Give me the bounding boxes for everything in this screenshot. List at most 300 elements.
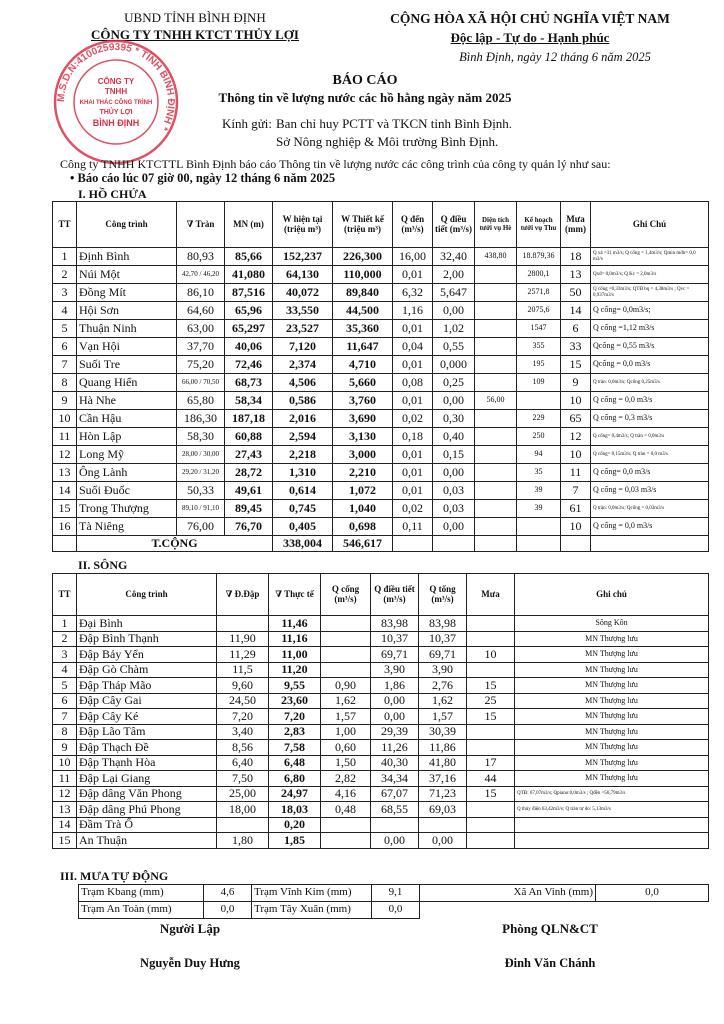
autumn-irrigation-plan: 250 bbox=[517, 428, 561, 446]
inflow: 6,32 bbox=[393, 284, 433, 302]
reservoir-row bbox=[53, 500, 709, 518]
spillway-level: 37,70 bbox=[177, 338, 225, 356]
spillway-level: 58,30 bbox=[177, 428, 225, 446]
regulated-flow: 0,25 bbox=[433, 374, 475, 392]
col-header: TT bbox=[53, 574, 77, 616]
reservoir-row bbox=[53, 356, 709, 374]
total-flow: 37,16 bbox=[419, 771, 467, 787]
col-header: ∇ Đ.Đập bbox=[217, 574, 269, 616]
summer-irrigation-area bbox=[475, 338, 517, 356]
regulated-flow: 0,00 bbox=[433, 518, 475, 536]
current-volume: 2,374 bbox=[273, 356, 333, 374]
dam-name: Đập dâng Văn Phong bbox=[77, 786, 217, 802]
autumn-irrigation-plan: 94 bbox=[517, 446, 561, 464]
signer-right-name: Đinh Văn Chánh bbox=[504, 956, 596, 970]
autumn-irrigation-plan bbox=[517, 518, 561, 536]
row-index: 14 bbox=[53, 482, 77, 500]
regulated-flow: 32,40 bbox=[433, 248, 475, 266]
river-row bbox=[53, 631, 709, 647]
row-index: 12 bbox=[53, 446, 77, 464]
reservoir-row bbox=[53, 428, 709, 446]
dam-name: An Thuận bbox=[77, 833, 217, 849]
row-index: 9 bbox=[53, 740, 77, 756]
actual-level: 2,83 bbox=[269, 724, 321, 740]
autumn-irrigation-plan: 35 bbox=[517, 464, 561, 482]
actual-level: 1,85 bbox=[269, 833, 321, 849]
note: Q cống= 0,0 m3/s bbox=[591, 464, 709, 482]
autumn-irrigation-plan: 2800,1 bbox=[517, 266, 561, 284]
note: Qxđ= 0,0m3/s; Q Kc = 2,0m3/s bbox=[591, 266, 709, 284]
actual-level: 7,58 bbox=[269, 740, 321, 756]
note: Q cống = 0,0 m3/s bbox=[591, 392, 709, 410]
rainfall: 11 bbox=[561, 464, 591, 482]
rainfall bbox=[467, 616, 515, 632]
rain-table bbox=[78, 884, 709, 919]
note: MN Thượng lưu bbox=[515, 631, 709, 647]
dam-crest-level: 6,40 bbox=[217, 755, 269, 771]
dam-name: Đầm Trà Ổ bbox=[77, 817, 217, 833]
autumn-irrigation-plan: 229 bbox=[517, 410, 561, 428]
note: Q cống= 0,15m3/s; Q tràn = 0,0 m3/s bbox=[591, 446, 709, 464]
total-flow: 71,23 bbox=[419, 786, 467, 802]
current-volume: 2,016 bbox=[273, 410, 333, 428]
note: QTĐ: 67,07m3/s; Qpiano:0,0m3/s ; Qđền =56,79m3/s bbox=[515, 786, 709, 802]
summer-irrigation-area bbox=[475, 374, 517, 392]
regulated-flow: 0,03 bbox=[433, 482, 475, 500]
note: Q cống= 0,4m3/s; Q tràn = 0,0m3/s bbox=[591, 428, 709, 446]
sluice-flow bbox=[321, 647, 371, 663]
river-row bbox=[53, 802, 709, 818]
rainfall: 15 bbox=[467, 678, 515, 694]
dam-crest-level: 11,5 bbox=[217, 662, 269, 678]
water-level: 187,18 bbox=[225, 410, 273, 428]
total-flow: 69,71 bbox=[419, 647, 467, 663]
rainfall: 50 bbox=[561, 284, 591, 302]
row-index: 3 bbox=[53, 284, 77, 302]
org-name: CÔNG TY TNHH KTCT THỦY LỢI bbox=[91, 27, 299, 42]
actual-level: 0,20 bbox=[269, 817, 321, 833]
autumn-irrigation-plan bbox=[517, 392, 561, 410]
spillway-level: 66,00 / 70,50 bbox=[177, 374, 225, 392]
actual-level: 11,16 bbox=[269, 631, 321, 647]
rainfall bbox=[467, 631, 515, 647]
row-index: 5 bbox=[53, 678, 77, 694]
dam-name: Đập Thạnh Hòa bbox=[77, 755, 217, 771]
note: Q cống = 0,0 m3/s bbox=[591, 518, 709, 536]
river-row bbox=[53, 678, 709, 694]
river-row bbox=[53, 724, 709, 740]
rainfall bbox=[467, 662, 515, 678]
inflow: 0,01 bbox=[393, 482, 433, 500]
dam-name: Đập Lão Tâm bbox=[77, 724, 217, 740]
autumn-irrigation-plan: 195 bbox=[517, 356, 561, 374]
summer-irrigation-area bbox=[475, 518, 517, 536]
recipient-label: Kính gửi: bbox=[222, 116, 273, 131]
empty-cell bbox=[561, 536, 591, 552]
dam-crest-level: 1,80 bbox=[217, 833, 269, 849]
col-header: Q điều tiết (m³/s) bbox=[433, 202, 475, 248]
row-index: 11 bbox=[53, 428, 77, 446]
reservoir-name: Quang Hiển bbox=[77, 374, 177, 392]
note: MN Thượng lưu bbox=[515, 771, 709, 787]
dam-name: Đập Lại Giang bbox=[77, 771, 217, 787]
spillway-level: 50,33 bbox=[177, 482, 225, 500]
row-index: 12 bbox=[53, 786, 77, 802]
summer-irrigation-area bbox=[475, 284, 517, 302]
inflow: 0,01 bbox=[393, 266, 433, 284]
col-header: Q điều tiết (m³/s) bbox=[371, 574, 419, 616]
dam-crest-level bbox=[217, 616, 269, 632]
dam-crest-level: 7,20 bbox=[217, 709, 269, 725]
signer-left-name: Nguyễn Duy Hưng bbox=[140, 956, 240, 970]
row-index: 6 bbox=[53, 338, 77, 356]
seal-outer-text: M.S.D.N:4100259395 * TỈNH BÌNH ĐỊNH * bbox=[55, 41, 177, 133]
summer-irrigation-area: 438,80 bbox=[475, 248, 517, 266]
dam-name: Đập Bình Thạnh bbox=[77, 631, 217, 647]
reservoir-table bbox=[52, 201, 709, 552]
col-header: Mưa (mm) bbox=[561, 202, 591, 248]
water-level: 72,46 bbox=[225, 356, 273, 374]
river-row bbox=[53, 709, 709, 725]
dam-name: Đập Tháp Mão bbox=[77, 678, 217, 694]
row-index: 15 bbox=[53, 833, 77, 849]
row-index: 14 bbox=[53, 817, 77, 833]
design-volume: 3,000 bbox=[333, 446, 393, 464]
rainfall: 44 bbox=[467, 771, 515, 787]
rain-value: 0,0 bbox=[596, 885, 709, 902]
design-volume: 89,840 bbox=[333, 284, 393, 302]
total-flow bbox=[419, 817, 467, 833]
current-volume: 2,218 bbox=[273, 446, 333, 464]
total-current-volume: 338,004 bbox=[273, 536, 333, 552]
rainfall: 10 bbox=[561, 518, 591, 536]
reservoir-row bbox=[53, 266, 709, 284]
recipient-2: Sở Nông nghiệp & Môi trường Bình Định. bbox=[276, 134, 499, 149]
empty-cell bbox=[393, 536, 433, 552]
summer-irrigation-area bbox=[475, 464, 517, 482]
river-row bbox=[53, 647, 709, 663]
col-header: MN (m) bbox=[225, 202, 273, 248]
spillway-level: 86,10 bbox=[177, 284, 225, 302]
reservoir-name: Hội Sơn bbox=[77, 302, 177, 320]
reservoir-row bbox=[53, 320, 709, 338]
reservoir-name: Thuận Ninh bbox=[77, 320, 177, 338]
rainfall: 33 bbox=[561, 338, 591, 356]
rain-row bbox=[79, 902, 709, 919]
rainfall bbox=[467, 740, 515, 756]
regulated-flow: 0,000 bbox=[433, 356, 475, 374]
total-flow: 10,37 bbox=[419, 631, 467, 647]
reservoir-row bbox=[53, 518, 709, 536]
note: Q cống= 0,0m3/s; bbox=[591, 302, 709, 320]
date-line: Bình Định, ngày 12 tháng 6 năm 2025 bbox=[459, 50, 651, 64]
actual-level: 9,55 bbox=[269, 678, 321, 694]
reservoir-row bbox=[53, 302, 709, 320]
regulated-flow: 5,647 bbox=[433, 284, 475, 302]
dam-crest-level: 11,29 bbox=[217, 647, 269, 663]
total-flow: 3,90 bbox=[419, 662, 467, 678]
reservoir-row bbox=[53, 248, 709, 266]
rain-station-label: Trạm An Toàn (mm) bbox=[79, 902, 204, 919]
regulated-flow: 3,90 bbox=[371, 662, 419, 678]
row-index: 8 bbox=[53, 724, 77, 740]
col-header: TT bbox=[53, 202, 77, 248]
actual-level: 11,20 bbox=[269, 662, 321, 678]
rainfall: 12 bbox=[561, 428, 591, 446]
spillway-level: 28,00 / 30,00 bbox=[177, 446, 225, 464]
summer-irrigation-area bbox=[475, 356, 517, 374]
rain-station-label: Trạm Tây Xuân (mm) bbox=[252, 902, 372, 919]
rainfall: 15 bbox=[467, 786, 515, 802]
sluice-flow bbox=[321, 817, 371, 833]
design-volume: 1,040 bbox=[333, 500, 393, 518]
current-volume: 0,405 bbox=[273, 518, 333, 536]
rainfall: 15 bbox=[467, 709, 515, 725]
reservoir-name: Đồng Mít bbox=[77, 284, 177, 302]
row-index: 7 bbox=[53, 709, 77, 725]
current-volume: 0,586 bbox=[273, 392, 333, 410]
section2-title: II. SÔNG bbox=[78, 558, 128, 572]
summer-irrigation-area: 56,00 bbox=[475, 392, 517, 410]
summer-irrigation-area bbox=[475, 446, 517, 464]
total-flow: 11,86 bbox=[419, 740, 467, 756]
actual-level: 24,97 bbox=[269, 786, 321, 802]
regulated-flow: 0,15 bbox=[433, 446, 475, 464]
rainfall: 15 bbox=[561, 356, 591, 374]
autumn-irrigation-plan: 2571,8 bbox=[517, 284, 561, 302]
current-volume: 2,594 bbox=[273, 428, 333, 446]
design-volume: 4,710 bbox=[333, 356, 393, 374]
total-flow: 0,00 bbox=[419, 833, 467, 849]
row-index: 9 bbox=[53, 392, 77, 410]
col-header: ∇ Thực tế bbox=[269, 574, 321, 616]
regulated-flow: 0,00 bbox=[433, 302, 475, 320]
rainfall: 10 bbox=[561, 446, 591, 464]
note: MN Thượng lưu bbox=[515, 678, 709, 694]
reservoir-row bbox=[53, 446, 709, 464]
actual-level: 18,03 bbox=[269, 802, 321, 818]
spillway-level: 64,60 bbox=[177, 302, 225, 320]
current-volume: 7,120 bbox=[273, 338, 333, 356]
reservoir-name: Tà Niêng bbox=[77, 518, 177, 536]
row-index: 3 bbox=[53, 647, 77, 663]
note: Q cống =1,12 m3/s bbox=[591, 320, 709, 338]
sluice-flow: 1,50 bbox=[321, 755, 371, 771]
total-flow: 2,76 bbox=[419, 678, 467, 694]
autumn-irrigation-plan: 355 bbox=[517, 338, 561, 356]
regulated-flow bbox=[371, 817, 419, 833]
inflow: 0,04 bbox=[393, 338, 433, 356]
motto: Độc lập - Tự do - Hạnh phúc bbox=[450, 30, 610, 45]
total-row bbox=[53, 536, 709, 552]
reservoir-row bbox=[53, 338, 709, 356]
rain-row bbox=[79, 885, 709, 902]
note: MN Thượng lưu bbox=[515, 693, 709, 709]
sluice-flow: 0,60 bbox=[321, 740, 371, 756]
design-volume: 5,660 bbox=[333, 374, 393, 392]
current-volume: 64,130 bbox=[273, 266, 333, 284]
note: Qcống = 0,55 m3/s bbox=[591, 338, 709, 356]
current-volume: 1,310 bbox=[273, 464, 333, 482]
autumn-irrigation-plan: 109 bbox=[517, 374, 561, 392]
dam-crest-level: 7,50 bbox=[217, 771, 269, 787]
row-index: 8 bbox=[53, 374, 77, 392]
dam-name: Đại Bình bbox=[77, 616, 217, 632]
inflow: 1,16 bbox=[393, 302, 433, 320]
regulated-flow: 40,30 bbox=[371, 755, 419, 771]
rain-station-label bbox=[420, 902, 596, 919]
river-header-row bbox=[53, 574, 709, 616]
col-header: W hiện tại (triệu m³) bbox=[273, 202, 333, 248]
regulated-flow: 68,55 bbox=[371, 802, 419, 818]
reservoir-name: Trong Thượng bbox=[77, 500, 177, 518]
actual-level: 11,00 bbox=[269, 647, 321, 663]
rain-station-label: Trạm Kbang (mm) bbox=[79, 885, 204, 902]
empty-cell bbox=[475, 536, 517, 552]
rainfall bbox=[467, 724, 515, 740]
col-header: Kế hoạch tưới vụ Thu bbox=[517, 202, 561, 248]
dam-crest-level: 18,00 bbox=[217, 802, 269, 818]
current-volume: 40,072 bbox=[273, 284, 333, 302]
col-header: Mưa bbox=[467, 574, 515, 616]
note bbox=[515, 833, 709, 849]
regulated-flow: 0,00 bbox=[433, 464, 475, 482]
rain-value bbox=[596, 902, 709, 919]
col-header: Q đến (m³/s) bbox=[393, 202, 433, 248]
reservoir-name: Vạn Hội bbox=[77, 338, 177, 356]
reservoir-row bbox=[53, 374, 709, 392]
autumn-irrigation-plan: 1547 bbox=[517, 320, 561, 338]
seal-line-5: BÌNH ĐỊNH bbox=[92, 118, 140, 128]
note: MN Thượng lưu bbox=[515, 662, 709, 678]
reservoir-name: Long Mỹ bbox=[77, 446, 177, 464]
note bbox=[515, 817, 709, 833]
current-volume: 0,745 bbox=[273, 500, 333, 518]
reservoir-row bbox=[53, 284, 709, 302]
note: Q tràn: 0,0m3/s; Qcống = 0,03m3/s bbox=[591, 500, 709, 518]
reservoir-row bbox=[53, 482, 709, 500]
row-index: 1 bbox=[53, 616, 77, 632]
rainfall: 65 bbox=[561, 410, 591, 428]
dam-crest-level bbox=[217, 817, 269, 833]
summer-irrigation-area bbox=[475, 428, 517, 446]
empty-cell bbox=[591, 536, 709, 552]
actual-level: 6,48 bbox=[269, 755, 321, 771]
water-level: 60,88 bbox=[225, 428, 273, 446]
current-volume: 4,506 bbox=[273, 374, 333, 392]
river-row bbox=[53, 616, 709, 632]
regulated-flow: 34,34 bbox=[371, 771, 419, 787]
rainfall bbox=[467, 833, 515, 849]
water-level: 41,080 bbox=[225, 266, 273, 284]
design-volume: 11,647 bbox=[333, 338, 393, 356]
sluice-flow: 1,00 bbox=[321, 724, 371, 740]
seal-line-1: CÔNG TY bbox=[97, 77, 135, 86]
design-volume: 3,690 bbox=[333, 410, 393, 428]
current-volume: 23,527 bbox=[273, 320, 333, 338]
design-volume: 226,300 bbox=[333, 248, 393, 266]
autumn-irrigation-plan: 2075,6 bbox=[517, 302, 561, 320]
rain-station-label: Trạm Vĩnh Kim (mm) bbox=[252, 885, 372, 902]
regulated-flow: 29,39 bbox=[371, 724, 419, 740]
row-index: 10 bbox=[53, 410, 77, 428]
company-seal bbox=[52, 38, 180, 166]
seal-line-2: TNHH bbox=[104, 87, 128, 96]
total-flow: 30,39 bbox=[419, 724, 467, 740]
regulated-flow: 0,00 bbox=[371, 693, 419, 709]
row-index: 16 bbox=[53, 518, 77, 536]
org-parent: UBND TỈNH BÌNH ĐỊNH bbox=[124, 10, 266, 25]
signer-right-title: Phòng QLN&CT bbox=[502, 921, 598, 936]
water-level: 65,96 bbox=[225, 302, 273, 320]
dam-crest-level: 3,40 bbox=[217, 724, 269, 740]
rainfall: 6 bbox=[561, 320, 591, 338]
row-index: 10 bbox=[53, 755, 77, 771]
spillway-level: 186,30 bbox=[177, 410, 225, 428]
spillway-level: 80,93 bbox=[177, 248, 225, 266]
actual-level: 23,60 bbox=[269, 693, 321, 709]
rainfall: 9 bbox=[561, 374, 591, 392]
reservoir-row bbox=[53, 410, 709, 428]
section3-title: III. MƯA TỰ ĐỘNG bbox=[60, 869, 169, 883]
note: Q xả =31 m3/s; Q cống = 1,4m3/s; Qmin mđn= 0,0 m3/s bbox=[591, 248, 709, 266]
rain-value: 0,0 bbox=[204, 902, 252, 919]
rainfall: 10 bbox=[561, 392, 591, 410]
total-flow: 41,80 bbox=[419, 755, 467, 771]
reservoir-name: Suối Đuốc bbox=[77, 482, 177, 500]
inflow: 0,02 bbox=[393, 500, 433, 518]
sluice-flow: 1,57 bbox=[321, 709, 371, 725]
summer-irrigation-area bbox=[475, 500, 517, 518]
inflow: 16,00 bbox=[393, 248, 433, 266]
empty-cell bbox=[517, 536, 561, 552]
spillway-level: 75,20 bbox=[177, 356, 225, 374]
inflow: 0,01 bbox=[393, 356, 433, 374]
spillway-level: 42,70 / 46,20 bbox=[177, 266, 225, 284]
summer-irrigation-area bbox=[475, 320, 517, 338]
empty-cell bbox=[53, 536, 77, 552]
note: Sông Kôn bbox=[515, 616, 709, 632]
current-volume: 33,550 bbox=[273, 302, 333, 320]
reservoir-name: Định Bình bbox=[77, 248, 177, 266]
reservoir-row bbox=[53, 464, 709, 482]
spillway-level: 65,80 bbox=[177, 392, 225, 410]
note: MN Thượng lưu bbox=[515, 740, 709, 756]
design-volume: 1,072 bbox=[333, 482, 393, 500]
sluice-flow bbox=[321, 616, 371, 632]
inflow: 0,11 bbox=[393, 518, 433, 536]
row-index: 11 bbox=[53, 771, 77, 787]
sluice-flow: 1,62 bbox=[321, 693, 371, 709]
inflow: 0,01 bbox=[393, 464, 433, 482]
summer-irrigation-area bbox=[475, 410, 517, 428]
col-header: Diện tích tưới vụ Hè bbox=[475, 202, 517, 248]
col-header: Công trình bbox=[77, 574, 217, 616]
regulated-flow: 2,00 bbox=[433, 266, 475, 284]
col-header: ∇ Tràn bbox=[177, 202, 225, 248]
design-volume: 3,760 bbox=[333, 392, 393, 410]
sluice-flow bbox=[321, 631, 371, 647]
rainfall bbox=[467, 817, 515, 833]
rainfall: 18 bbox=[561, 248, 591, 266]
dam-name: Đập dâng Phú Phong bbox=[77, 802, 217, 818]
note: Q cống = 0,3 m3/s bbox=[591, 410, 709, 428]
water-level: 68,73 bbox=[225, 374, 273, 392]
river-row bbox=[53, 662, 709, 678]
rainfall: 14 bbox=[561, 302, 591, 320]
river-row bbox=[53, 740, 709, 756]
signer-left-title: Người Lập bbox=[159, 921, 221, 936]
